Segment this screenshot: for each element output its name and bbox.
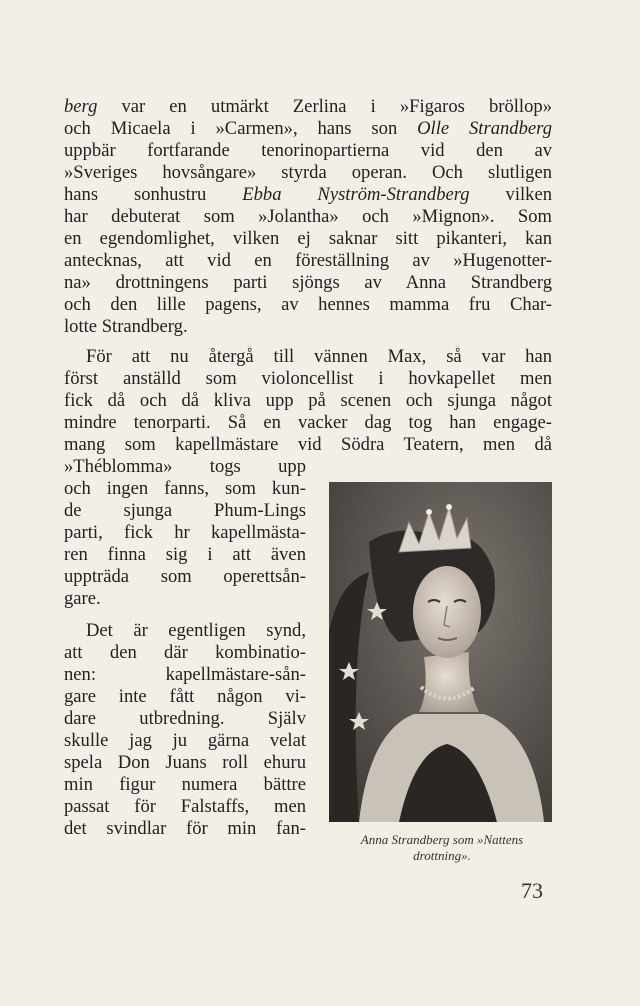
text-line: Det är egentligen synd, — [86, 620, 306, 641]
text-line: berg var en utmärkt Zerlina i »Figaros bröllop» — [64, 96, 552, 117]
text-line: det svindlar för min fan- — [64, 818, 306, 839]
text-line: antecknas, att vid en föreställning av »Hugenotter- — [64, 250, 552, 271]
text-line: ren finna sig i att även — [64, 544, 306, 565]
figure-caption: Anna Strandberg som »Nattens drottning». — [360, 832, 524, 863]
text-line: »Théblomma» togs upp — [64, 456, 306, 477]
text-line: uppträda som operettsån- — [64, 566, 306, 587]
text-line: har debuterat som »Jolantha» och »Mignon». Som — [64, 206, 552, 227]
text-line: dare utbredning. Själv — [64, 708, 306, 729]
text-line: och ingen fanns, som kun- — [64, 478, 306, 499]
text-line: gare inte fått någon vi- — [64, 686, 306, 707]
text-line: och Micaela i »Carmen», hans son Olle Strandberg — [64, 118, 552, 139]
text-line: de sjunga Phum-Lings — [64, 500, 306, 521]
text-line: parti, fick hr kapellmästa- — [64, 522, 306, 543]
portrait-illustration — [329, 482, 552, 822]
text-line: »Sveriges hovsångare» styrda operan. Och slutligen — [64, 162, 552, 183]
text-line: passat för Falstaffs, men — [64, 796, 306, 817]
text-line: För att nu återgå till vännen Max, så var han — [86, 346, 552, 367]
text-line: nen: kapellmästare-sån- — [64, 664, 306, 685]
text-line: gare. — [64, 588, 101, 609]
text-line: na» drottningens parti sjöngs av Anna Strandberg — [64, 272, 552, 293]
text-line: en egendomlighet, vilken ej saknar sitt pikanteri, kan — [64, 228, 552, 249]
text-line: hans sonhustru Ebba Nyström-Strandberg vilken — [64, 184, 553, 205]
text-line: mindre tenorparti. Så en vacker dag tog han engage- — [64, 412, 552, 433]
text-line: och den lille pagens, av hennes mamma fru Char- — [64, 294, 552, 315]
text-line: fick då och då kliva upp på scenen och sjunga något — [64, 390, 552, 411]
text-line: skulle jag ju gärna velat — [64, 730, 306, 751]
text-line: först anställd som violoncellist i hovkapellet men — [64, 368, 552, 389]
text-line: uppbär fortfarande tenorinopartierna vid den av — [64, 140, 552, 161]
text-line: lotte Strandberg. — [64, 316, 188, 337]
text-line: att den där kombinatio- — [64, 642, 306, 663]
text-line: spela Don Juans roll ehuru — [64, 752, 306, 773]
page-number: 73 — [521, 878, 543, 903]
text-line: mang som kapellmästare vid Södra Teatern, men då — [64, 434, 552, 455]
text-line: min figur numera bättre — [64, 774, 306, 795]
portrait-photo — [329, 482, 552, 822]
